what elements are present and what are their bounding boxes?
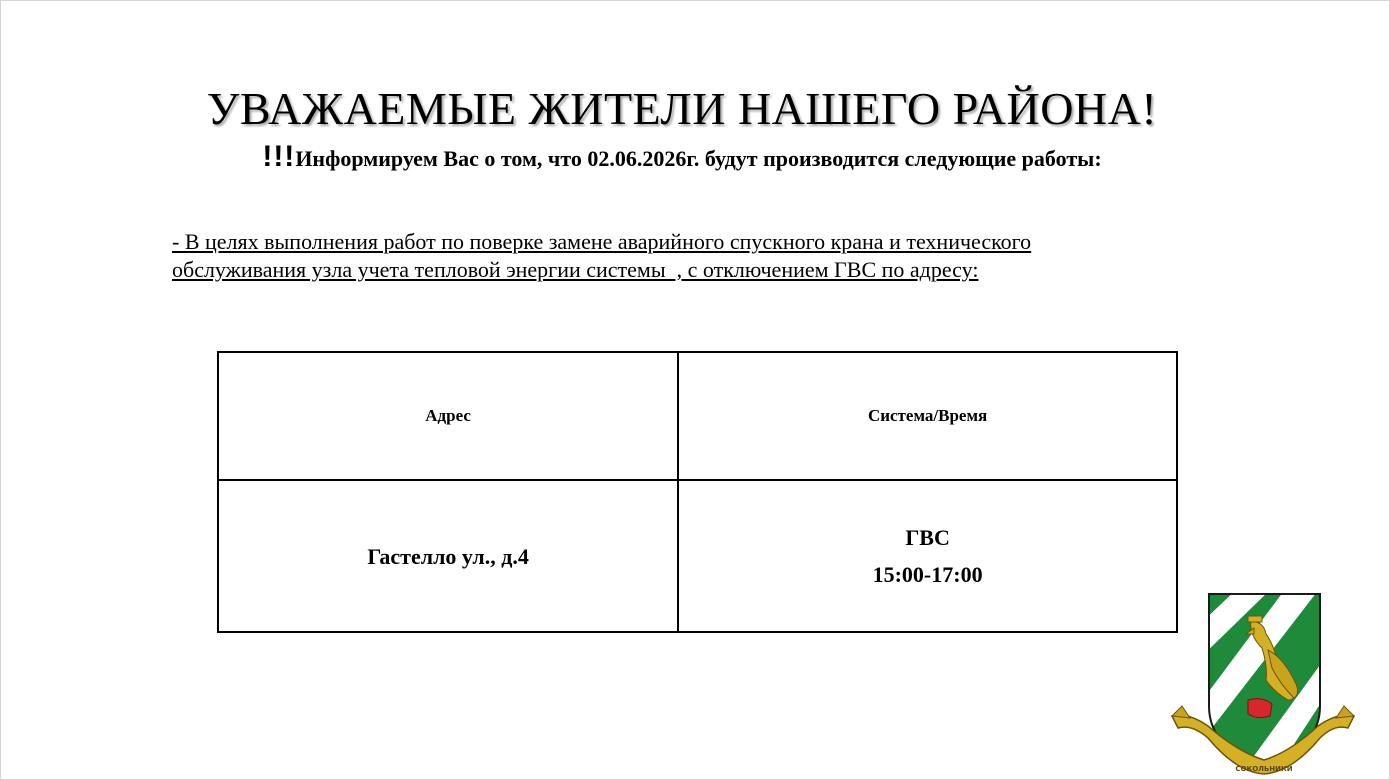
page-title: УВАЖАЕМЫЕ ЖИТЕЛИ НАШЕГО РАЙОНА! — [206, 83, 1158, 134]
announcement-text: Информируем Вас о том, что 02.06.2026г. будут производится следующие работы: — [295, 146, 1102, 171]
address-cell: Гастелло ул., д.4 — [218, 480, 678, 632]
announcement-subheading — [0, 140, 1364, 174]
exclamation-marks: !!! — [262, 140, 296, 173]
emblem-ribbon-text: СОКОЛЬНИКИ — [1235, 765, 1293, 773]
column-header-address: Адрес — [218, 352, 678, 480]
sokolniki-emblem-icon — [1168, 588, 1358, 780]
table-header-row — [218, 352, 1177, 480]
system-time-cell — [678, 480, 1177, 632]
time-value: 15:00-17:00 — [872, 562, 983, 587]
work-description-line-1: - В целях выполнения работ по поверке замене аварийного спускного крана и технического — [172, 229, 1032, 254]
column-header-system-time: Система/Время — [678, 352, 1177, 480]
outage-table — [217, 351, 1178, 633]
system-value: ГВС — [905, 525, 950, 550]
work-description-line-2: обслуживания узла учета тепловой энергии системы , с отключением ГВС по адресу: — [172, 257, 979, 282]
table-row — [218, 480, 1177, 632]
work-description — [172, 228, 1202, 284]
